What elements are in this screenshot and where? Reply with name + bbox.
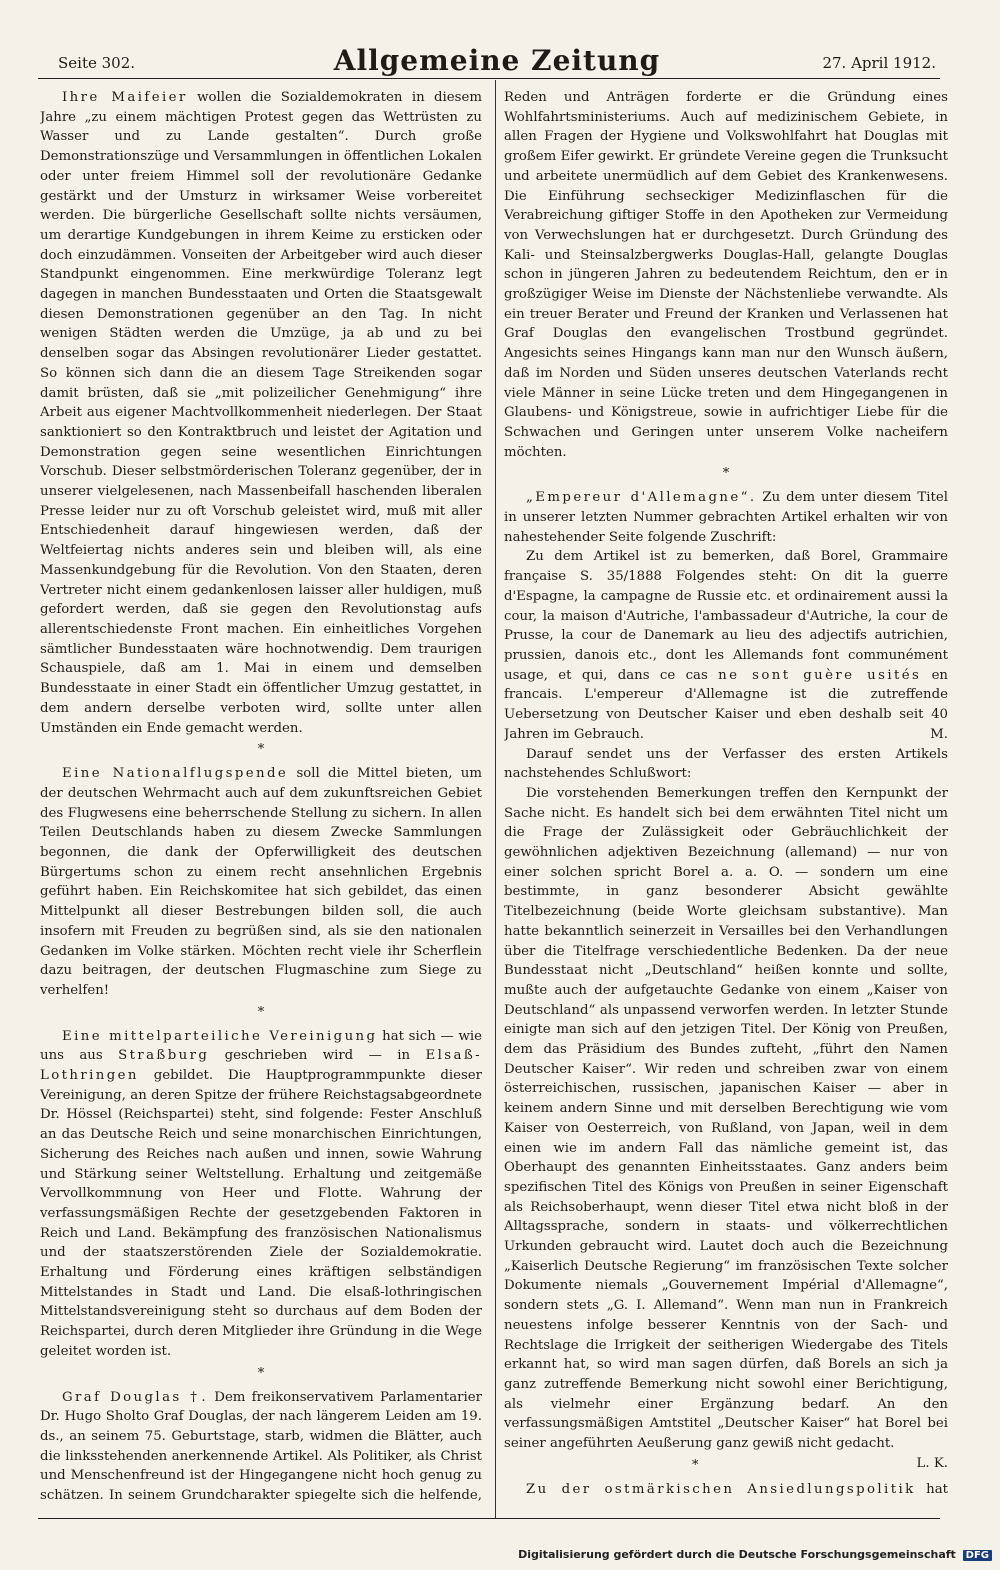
newspaper-title: Allgemeine Zeitung — [333, 44, 661, 77]
right-column — [504, 88, 948, 1503]
left-column — [40, 88, 482, 1503]
article-maifeier — [40, 88, 482, 738]
article-flugspende — [40, 764, 482, 1000]
section-separator: * — [722, 466, 730, 482]
article-vereinigung — [40, 1027, 482, 1362]
article-lead: Ihre Maifeier — [62, 90, 188, 105]
article-text: hat sich — wie uns aus — [40, 1028, 482, 1064]
article-body: Zu dem unter diesem Titel in unserer letzten Nummer gebrachten Artikel erhalten wir von nahestehender Seite folgende Zuschrift: — [504, 490, 948, 545]
section-separator: * — [257, 742, 265, 758]
quote-text: Zu dem Artikel ist zu bemerken, daß Borel, Grammaire française S. 35/1888 Folgendes steht: On dit la guerre d'Espagne, la campagne de Russie etc. et ordinairement aussi la cour, la maison d'Autriche, l'ambassadeur d'Autriche, la cour de Prusse, la cour de Danemark au lieu des adjectifs autrichien, prussien, danois etc., dont les Allemands font communément usage, et qui, dans ce cas — [504, 549, 948, 683]
article-douglas-continued: Reden und Anträgen forderte er die Gründung eines Wohlfahrtsministeriums. Auch auf medizinischem Gebiete, in allen Fragen der Hygiene und Volkswohlfahrt hat Douglas mit großem Eifer gewirkt. Er gründete Vereine gegen die Trunksucht und arbeitete unermüdlich auf dem Gebiet des Krankenwesens. Die Einführung sechseckiger Medizinflaschen für die Verabreichung giftiger Stoffe in den Apotheken zur Vermeidung von Verwechslungen hat er durchgesetzt. Durch Gründung des Kali- und Steinsalzbergwerks Douglas-Hall, gelangte Douglas schon in jüngeren Jahren zu bedeutendem Reichtum, den er in großzügiger Weise im Dienste der Nächstenliebe verwandte. Als ein treuer Berater und Freund der Kranken und Verlassenen hat Graf Douglas den evangelischen Trostbund gegründet. Angesichts seines Hingangs kann man nur den Wunsch äußern, daß im Norden und Süden unseres deutschen Vaterlands recht viele Männer in seine Lücke treten und dem Hingegangenen in Glaubens- und Königstreue, sowie in aufrichtiger Liebe für die Schwachen und Geringen unter unserem Volke nacheifern möchten. — [504, 90, 948, 460]
article-text: geschrieben wird — in — [224, 1048, 411, 1064]
issue-date: 27. April 1912. — [822, 54, 936, 72]
dfg-logo-badge: DFG — [963, 1550, 992, 1561]
header-rule — [38, 78, 940, 79]
page-number: Seite 302. — [58, 54, 136, 72]
article-body: wollen die Sozialdemokraten in diesem Jahre „zu einem mächtigen Protest gegen das Wettrüsten zu Wasser und zu Lande gestalten“. Durch große Demonstrationszüge und Versammlungen in öffentlichen Lokalen oder unter freiem Himmel soll der revolutionäre Gedanke gestärkt und der Umsturz in wirksamer Weise vorbereitet werden. Die bürgerliche Gesellschaft sollte nichts versäumen, um derartige Kundgebungen in ihrem Keime zu ersticken oder doch einzudämmen. Vonseiten der Arbeitgeber wird auch dieser Standpunkt eingenommen. Eine merkwürdige Toleranz legt dagegen in manchen Bundesstaaten und Orten die Staatsgewalt diesen Demonstrationen gegenüber an den Tag. In nicht wenigen Städten werden die Umzüge, ja ab und zu bei denselben sogar das Absingen revolutionärer Lieder gestattet. So können sich dann die an diesem Tage Streikenden sogar damit brüsten, daß sie „mit polizeilicher Genehmigung“ ihre Arbeit aus eigener Machtvollkommenheit niederlegen. Der Staat sanktioniert so den Kontraktbruch und leistet der Agitation und Demonstration gegen seine wesentlichen Einrichtungen Vorschub. Dieser selbstmörderischen Toleranz gegenüber, der in unserer vielgelesenen, nach Massenbeifall haschenden liberalen Presse leider nur zu oft Vorschub geleistet wird, muß mit aller Entschiedenheit darauf hingewiesen werden, daß der Weltfeiertag nichts anderes sein und bleiben will, als eine Massenkundgebung für die Revolution. Von den Staaten, deren Vertreter nicht einem gedankenlosen laisser aller huldigen, muß gefordert werden, daß sie gegen den Revolutionstag aufs allerentschiedenste Front machen. Ein einheitliches Vorgehen sämtlicher Bundesstaaten wäre hochnotwendig. Dem traurigen Schauspiele, daß am 1. Mai in einem und demselben Bundesstaate in einer Stadt ein öffentlicher Umzug gestattet, in dem andern derselbe verboten wird, sollte unter allen Umständen ein Ende gemacht werden. — [40, 90, 482, 736]
credit-text: Digitalisierung gefördert durch die Deutsche Forschungsgemeinschaft — [518, 1548, 956, 1561]
digitization-credit — [518, 1548, 992, 1561]
place-name: Straßburg — [118, 1048, 210, 1064]
section-separator: * — [257, 1004, 265, 1020]
place-name: Elsaß-Lothringen — [40, 1048, 482, 1084]
article-lead: Eine Nationalflugspende — [62, 766, 289, 782]
column-divider — [495, 80, 496, 1518]
article-lead: Eine mittelparteiliche Vereinigung — [62, 1028, 378, 1044]
response-body: Die vorstehenden Bemerkungen treffen den Kernpunkt der Sache nicht. Es handelt sich bei dem erwähnten Titel nicht um die Frage der Zulässigkeit oder Gebräuchlichkeit der gewöhnlichen adjektiven Bezeichnung (allemand) — nur von einer solchen spricht Borel a. a. O. — sondern um eine bestimmte, in ganz besonderer Absicht gewählte Titelbezeichnung (beide Worte gleichsam substantive). Man hatte bekanntlich seinerzeit in Versailles bei den Verhandlungen über die Titelfrage verschiedentliche Bedenken. Da der neue Bundesstaat nicht „Deutschland“ heißen konnte und sollte, mußte auch der aufgetauchte Gedanke von einem „Kaiser von Deutschland“ als unpassend verworfen werden. In letzter Stunde einigte man sich auf den jetzigen Titel. Der König von Preußen, dem das Präsidium des Bundes zufteht, „führt den Namen Deutscher Kaiser“. Wir reden und schreiben zwar von einem österreichischen, russischen, japanischen Kaiser — aber in keinem andern Sinne und mit derselben Berechtigung wie vom Kaiser von Oesterreich, von Rußland, von Japan, weil in dem einen wie im andern Fall das nämliche gemeint ist, das Oberhaupt des genannten Einheitsstaates. Ganz anders beim spezifischen Titel des Königs von Preußen in seiner Eigenschaft als Reichsoberhaupt, wenn dieser Titel etwa nicht bloß in der Alltagssprache, sondern in staats- und völkerrechtlichen Urkunden gebraucht wird. Lautet doch auch die Bezeichnung „Kaiserlich Deutsche Regierung“ im französischen Texte solcher Dokumente niemals „Gouvernement Impérial d'Allemagne“, sondern stets „G. I. Allemand“. Wenn man nun in Frankreich neuestens infolge besserer Kenntnis von der Sach- und Rechtslage die Irrigkeit der seitherigen Wiedergabe des Titels erkannt hat, so wird man sagen dürfen, daß Borels an sich ja ganz zutreffende Bemerkung nicht sowohl einer Berichtigung, als vielmehr einer Ergänzung bedarf. An den verfassungsmäßigen Amtstitel „Deutscher Kaiser“ hat Borel bei seiner angeführten Aeußerung ganz gewiß nicht gedacht. — [504, 785, 948, 1452]
article-text: hat — [926, 1481, 948, 1497]
response-intro: Darauf sendet uns der Verfasser des ersten Artikels nachstehendes Schlußwort: — [504, 746, 948, 782]
article-body: soll die Mittel bieten, um der deutschen Wehrmacht auch auf dem zukunftsreichen Gebiet des Flugwesens eine beherrschende Stellung zu sichern. In allen Teilen Deutschlands haben zu diesem Zwecke Sammlungen begonnen, die dank der Opferwilligkeit des deutschen Bürgertums schon zu einem recht ansehnlichen Ergebnis geführt haben. Ein Reichskomitee hat sich gebildet, das einen Mittelpunkt all dieser Bestrebungen bilden soll, die auch insofern mit Freuden zu begrüßen sind, als sie den nationalen Gedanken im Volke stärken. Möchten recht viele ihr Scherflein dazu beitragen, der deutschen Flugmaschine zum Siege zu verhelfen! — [40, 766, 482, 998]
article-ansiedlung — [504, 1480, 948, 1503]
article-lead: Zu der ostmärkischen Ansiedlungspolitik — [526, 1481, 916, 1497]
response-signature: L. K. — [916, 1455, 948, 1471]
quote-emphasis: ne sont guère usités — [718, 667, 922, 683]
minister-title — [543, 1502, 881, 1503]
footer-rule — [38, 1518, 940, 1519]
article-body: Dem freikonservativem Parlamentarier Dr. Hugo Sholto Graf Douglas, der nach längerem Leiden am 19. ds., an seinem 75. Geburtstage, starb, widmen die Blätter, auch die linksstehenden anerkennende Artikel. Als Politiker, als Christ und Menschenfreund ist der Hingegangene nicht hoch genug zu schätzen. In seinem Grundcharakter spiegelte sich die helfende, — [40, 1389, 482, 1503]
article-lead: Graf Douglas †. — [62, 1389, 209, 1405]
quote-text: en francais. L'empereur d'Allemagne ist die zutreffende Uebersetzung von Deutscher Kaiser und eben deshalb seit 40 Jahren im Gebrauch. — [504, 667, 948, 742]
letter-quote — [504, 547, 948, 744]
section-separator: * — [257, 1365, 265, 1381]
article-empereur — [504, 488, 948, 547]
section-separator: * — [692, 1457, 699, 1473]
letter-signature: M. — [930, 726, 948, 742]
article-lead: „Empereur d'Allemagne“. — [526, 490, 757, 506]
article-douglas — [40, 1388, 482, 1503]
response-text — [504, 784, 948, 1471]
article-body: gebildet. Die Hauptprogrammpunkte dieser Vereinigung, an deren Spitze der frühere Reichstagsabgeordnete Dr. Hössel (Reichspartei) steht, sind folgende: Fester Anschluß an das Deutsche Reich und seine monarchischen Einrichtungen, Sicherung des Reiches nach außen und innen, sowie Wahrung und Stärkung seiner Weltstellung. Erhaltung und zeitgemäße Vervollkommnung von Heer und Flotte. Wahrung der verfassungsmäßigen Rechte der gesetzgebenden Faktoren in Reich und Land. Bekämpfung des französischen Nationalismus und der staatszerstörenden Ziele der Sozialdemokratie. Erhaltung und Förderung eines kräftigen selbständigen Mittelstandes in Stadt und Land. Die elsaß-lothringischen Mittelstandsvereinigung steht so durchaus auf dem Boden der Reichspartei, durch deren Mitglieder ihre Gründung in die Wege geleitet worden ist. — [40, 1068, 482, 1359]
